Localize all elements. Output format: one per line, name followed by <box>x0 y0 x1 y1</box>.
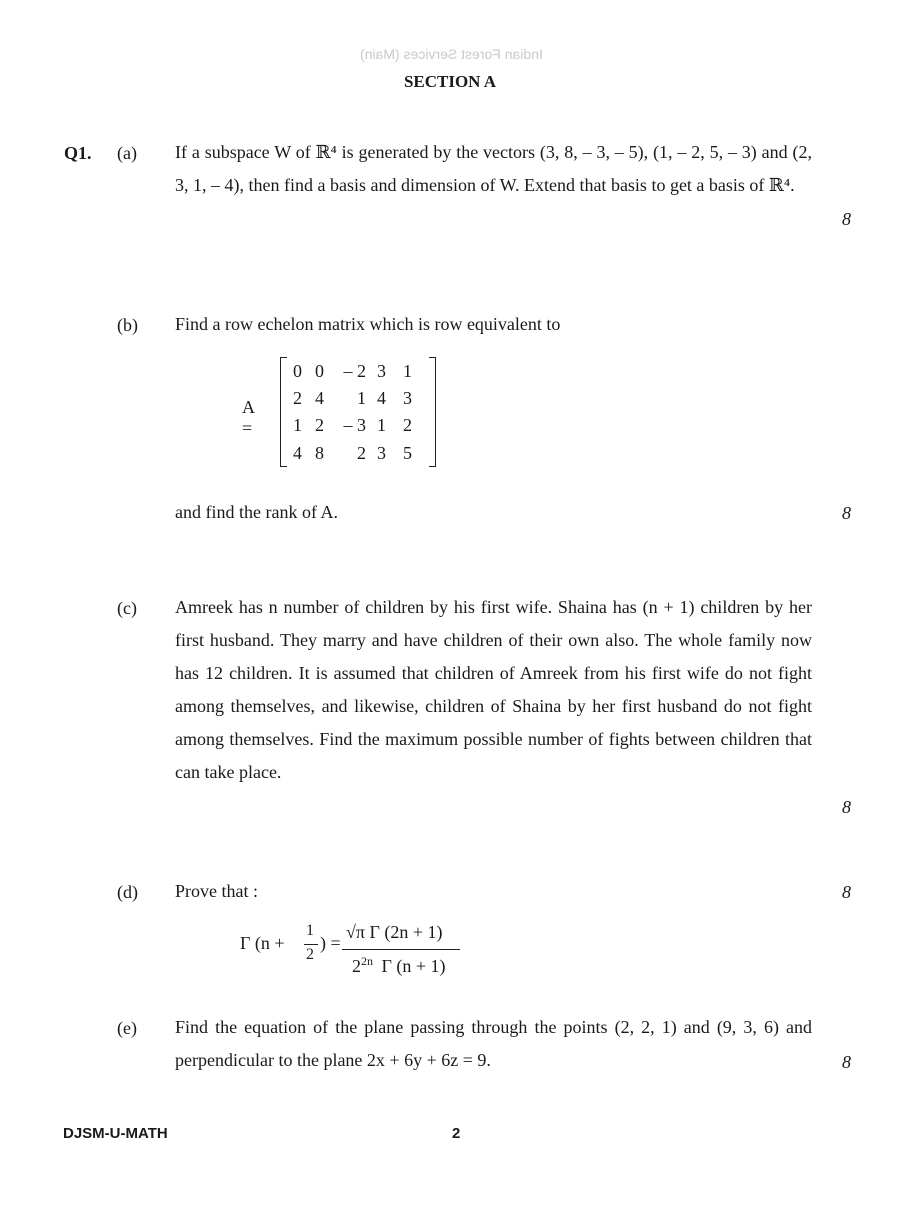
formula-lhs-prefix: Γ (n + <box>240 933 285 953</box>
part-b-label: (b) <box>117 315 138 335</box>
part-d-marks: 8 <box>842 882 851 902</box>
part-d-text: Prove that : <box>175 881 258 901</box>
formula-den-exponent: 2n <box>361 954 373 968</box>
matrix-cell: 1 <box>357 388 366 408</box>
matrix-cell: 1 <box>377 415 386 435</box>
part-d-label: (d) <box>117 882 138 902</box>
part-a-marks: 8 <box>842 209 851 229</box>
matrix-cell: 8 <box>315 443 324 463</box>
matrix-cell: 5 <box>403 443 412 463</box>
formula-rhs-numerator: √π Γ (2n + 1) <box>346 922 443 942</box>
matrix-cell: 3 <box>403 388 412 408</box>
matrix-label: A = <box>242 397 255 438</box>
footer-page-number: 2 <box>452 1125 461 1142</box>
matrix-cell: 2 <box>293 388 302 408</box>
matrix-cell: 2 <box>315 415 324 435</box>
matrix-cell: – 2 <box>343 361 366 381</box>
question-number: Q1. <box>64 143 92 163</box>
matrix-cell: 1 <box>293 415 302 435</box>
part-a-label: (a) <box>117 143 137 163</box>
part-e-text: Find the equation of the plane passing through the points (2, 2, 1) and (9, 3, 6) and perpendicular to the plane 2x + 6y + 6z = 9. <box>175 1017 812 1070</box>
section-title: SECTION A <box>403 72 497 91</box>
formula-den-base: 2 <box>352 956 361 976</box>
part-c-marks: 8 <box>842 797 851 817</box>
part-b-text: Find a row echelon matrix which is row equivalent to <box>175 314 561 334</box>
formula-half-numerator: 1 <box>306 922 314 939</box>
matrix-cell: 3 <box>377 361 386 381</box>
part-c-text: Amreek has n number of children by his first wife. Shaina has (n + 1) children by her first husband. They marry and have children of their own also. The whole family now has 12 children. It is assumed that children of Amreek from his first wife do not fight among themselves, and likewise, children of Shaina by her first husband do not fight among themselves. Find the maximum possible number of fights between children that can take place. <box>175 597 812 782</box>
matrix-cell: – 3 <box>343 415 366 435</box>
matrix-cell: 4 <box>293 443 302 463</box>
formula-half-bar <box>304 944 318 945</box>
part-b-text-after: and find the rank of A. <box>175 502 338 522</box>
part-e-label: (e) <box>117 1018 137 1038</box>
formula-lhs-suffix: ) = <box>320 933 341 953</box>
matrix-cell: 0 <box>293 361 302 381</box>
formula-half-denominator: 2 <box>306 946 314 963</box>
part-b-marks: 8 <box>842 503 851 523</box>
footer-paper-code: DJSM-U-MATH <box>63 1125 168 1142</box>
bleed-through-text: Indian Forest Services (Main) <box>360 46 543 62</box>
formula-rhs-denominator <box>352 954 446 977</box>
part-c-label: (c) <box>117 598 137 618</box>
matrix-cell: 2 <box>403 415 412 435</box>
part-e-marks: 8 <box>842 1052 851 1072</box>
matrix-cell: 4 <box>315 388 324 408</box>
right-bracket <box>429 357 436 467</box>
matrix-cell: 3 <box>377 443 386 463</box>
matrix-cell: 0 <box>315 361 324 381</box>
matrix-cell: 1 <box>403 361 412 381</box>
matrix-cell: 2 <box>357 443 366 463</box>
formula-den-rest: Γ (n + 1) <box>381 956 446 976</box>
part-a-text: If a subspace W of ℝ⁴ is generated by the vectors (3, 8, – 3, – 5), (1, – 2, 5, – 3) and (2, 3, 1, – 4), then find a basis and dimension of W. Extend that basis to get a basis of ℝ⁴. <box>175 142 812 195</box>
matrix-body <box>278 355 438 469</box>
formula-rhs-bar <box>342 949 460 950</box>
matrix-cell: 4 <box>377 388 386 408</box>
